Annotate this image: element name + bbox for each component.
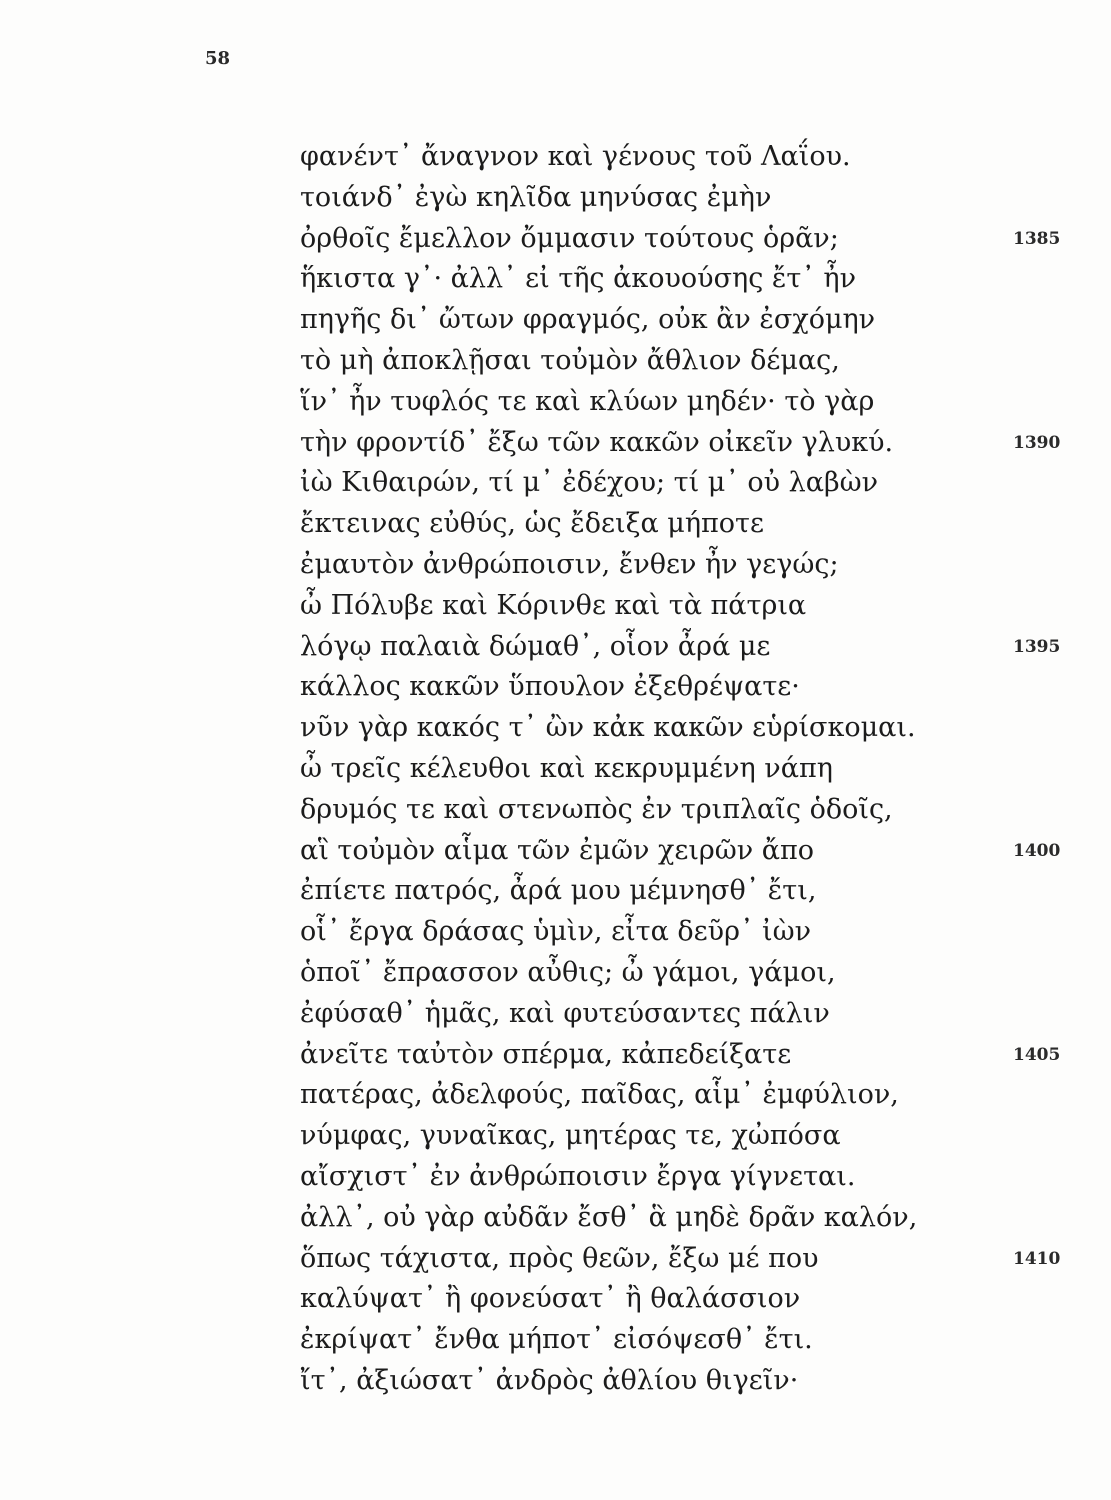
verse-line bbox=[300, 1320, 980, 1361]
verse-text: ἀλλ᾽, οὐ γὰρ αὐδᾶν ἔσθ᾽ ἃ μηδὲ δρᾶν καλόν, bbox=[300, 1201, 918, 1233]
verse-line bbox=[300, 790, 980, 831]
verse-text: αἴσχιστ᾽ ἐν ἀνθρώποισιν ἔργα γίγνεται. bbox=[300, 1160, 856, 1192]
verse-text: ὅπως τάχιστα, πρὸς θεῶν, ἔξω μέ που bbox=[300, 1242, 819, 1274]
verse-text: πηγῆς δι᾽ ὤτων φραγμός, οὐκ ἂν ἐσχόμην bbox=[300, 304, 876, 336]
verse-text: ἐφύσαθ᾽ ἡμᾶς, καὶ φυτεύσαντες πάλιν bbox=[300, 997, 830, 1029]
verse-text: τὸ μὴ ἀποκλῇσαι τοὐμὸν ἄθλιον δέμας, bbox=[300, 344, 840, 376]
verse-text: λόγῳ παλαιὰ δώμαθ᾽, οἷον ἆρά με bbox=[300, 630, 771, 662]
verse-text: ἐμαυτὸν ἀνθρώποισιν, ἔνθεν ἦν γεγώς; bbox=[300, 548, 839, 580]
verse-line bbox=[300, 586, 980, 627]
verse-line bbox=[300, 423, 1061, 464]
verse-text: φανέντ᾽ ἄναγνον καὶ γένους τοῦ Λαΐου. bbox=[300, 141, 851, 172]
verse-text: ὀρθοῖς ἔμελλον ὄμμασιν τούτους ὁρᾶν; bbox=[300, 222, 839, 254]
verse-line bbox=[300, 912, 980, 953]
line-number: 1405 bbox=[1013, 1044, 1061, 1065]
verse-line bbox=[300, 300, 980, 341]
verse-line bbox=[300, 831, 1061, 872]
verse-line bbox=[300, 1075, 980, 1116]
verse-line bbox=[300, 871, 980, 912]
verse-text: τοιάνδ᾽ ἐγὼ κηλῖδα μηνύσας ἐμὴν bbox=[300, 181, 772, 213]
verse-text: ἥκιστα γ᾽· ἀλλ᾽ εἰ τῆς ἀκουούσης ἔτ᾽ ἦν bbox=[300, 263, 856, 295]
verse-line bbox=[300, 1116, 980, 1157]
verse-line bbox=[300, 1239, 1061, 1280]
verse-line bbox=[300, 1198, 980, 1239]
line-number: 1410 bbox=[1013, 1248, 1061, 1269]
verse-text: δρυμός τε καὶ στενωπὸς ἐν τριπλαῖς ὁδοῖς, bbox=[300, 793, 893, 825]
verse-text: κάλλος κακῶν ὕπουλον ἐξεθρέψατε· bbox=[300, 671, 800, 703]
verse-line bbox=[300, 667, 980, 708]
verse-text: ὦ τρεῖς κέλευθοι καὶ κεκρυμμένη νάπη bbox=[300, 752, 833, 784]
line-number: 1400 bbox=[1013, 840, 1061, 861]
verse-line bbox=[300, 178, 980, 219]
verse-text: οἷ᾽ ἔργα δράσας ὑμὶν, εἶτα δεῦρ᾽ ἰὼν bbox=[300, 916, 812, 948]
verse-line bbox=[300, 341, 980, 382]
verse-text: ἐκρίψατ᾽ ἔνθα μήποτ᾽ εἰσόψεσθ᾽ ἔτι. bbox=[300, 1324, 813, 1356]
verse-text: ὦ Πόλυβε καὶ Κόρινθε καὶ τὰ πάτρια bbox=[300, 589, 807, 621]
verse-text: ἵν᾽ ἦν τυφλός τε καὶ κλύων μηδέν· τὸ γὰρ bbox=[300, 385, 875, 417]
verse-text: πατέρας, ἀδελφούς, παῖδας, αἷμ᾽ ἐμφύλιον, bbox=[300, 1079, 899, 1111]
verse-line bbox=[300, 994, 980, 1035]
line-number: 1390 bbox=[1013, 432, 1061, 453]
line-number: 1395 bbox=[1013, 636, 1061, 657]
verse-text: νύμφας, γυναῖκας, μητέρας τε, χὠπόσα bbox=[300, 1120, 841, 1152]
verse-text: ἔκτεινας εὐθύς, ὡς ἔδειξα μήποτε bbox=[300, 508, 764, 540]
verse-line bbox=[300, 463, 980, 504]
verse-line bbox=[300, 219, 1061, 260]
verse-line bbox=[300, 545, 980, 586]
verse-text: ἐπίετε πατρός, ἆρά μου μέμνησθ᾽ ἔτι, bbox=[300, 875, 817, 907]
verse-text: τὴν φροντίδ᾽ ἔξω τῶν κακῶν οἰκεῖν γλυκύ. bbox=[300, 426, 894, 458]
verse-text: καλύψατ᾽ ἢ φονεύσατ᾽ ἢ θαλάσσιον bbox=[300, 1283, 801, 1315]
page-number: 58 bbox=[205, 48, 231, 69]
verse-line bbox=[300, 137, 980, 178]
verse-line bbox=[300, 953, 980, 994]
verse-line bbox=[300, 1361, 980, 1402]
verse-line bbox=[300, 749, 980, 790]
verse-text: νῦν γὰρ κακός τ᾽ ὢν κἀκ κακῶν εὑρίσκομαι. bbox=[300, 712, 916, 744]
line-number: 1385 bbox=[1013, 228, 1061, 249]
verse-text: ἴτ᾽, ἀξιώσατ᾽ ἀνδρὸς ἀθλίου θιγεῖν· bbox=[300, 1364, 799, 1396]
verse-block bbox=[300, 137, 1061, 1402]
verse-line bbox=[300, 259, 980, 300]
verse-text: ἰὼ Κιθαιρών, τί μ᾽ ἐδέχου; τί μ᾽ οὐ λαβὼν bbox=[300, 467, 879, 499]
verse-line bbox=[300, 1157, 980, 1198]
verse-text: ὁποῖ᾽ ἔπρασσον αὖθις; ὦ γάμοι, γάμοι, bbox=[300, 956, 836, 988]
verse-text: αἳ τοὐμὸν αἷμα τῶν ἐμῶν χειρῶν ἄπο bbox=[300, 834, 815, 866]
verse-line bbox=[300, 1279, 980, 1320]
verse-line bbox=[300, 708, 980, 749]
verse-line bbox=[300, 504, 980, 545]
verse-line bbox=[300, 382, 980, 423]
verse-line bbox=[300, 627, 1061, 668]
verse-line bbox=[300, 1035, 1061, 1076]
verse-text: ἀνεῖτε ταὐτὸν σπέρμα, κἀπεδείξατε bbox=[300, 1038, 792, 1070]
